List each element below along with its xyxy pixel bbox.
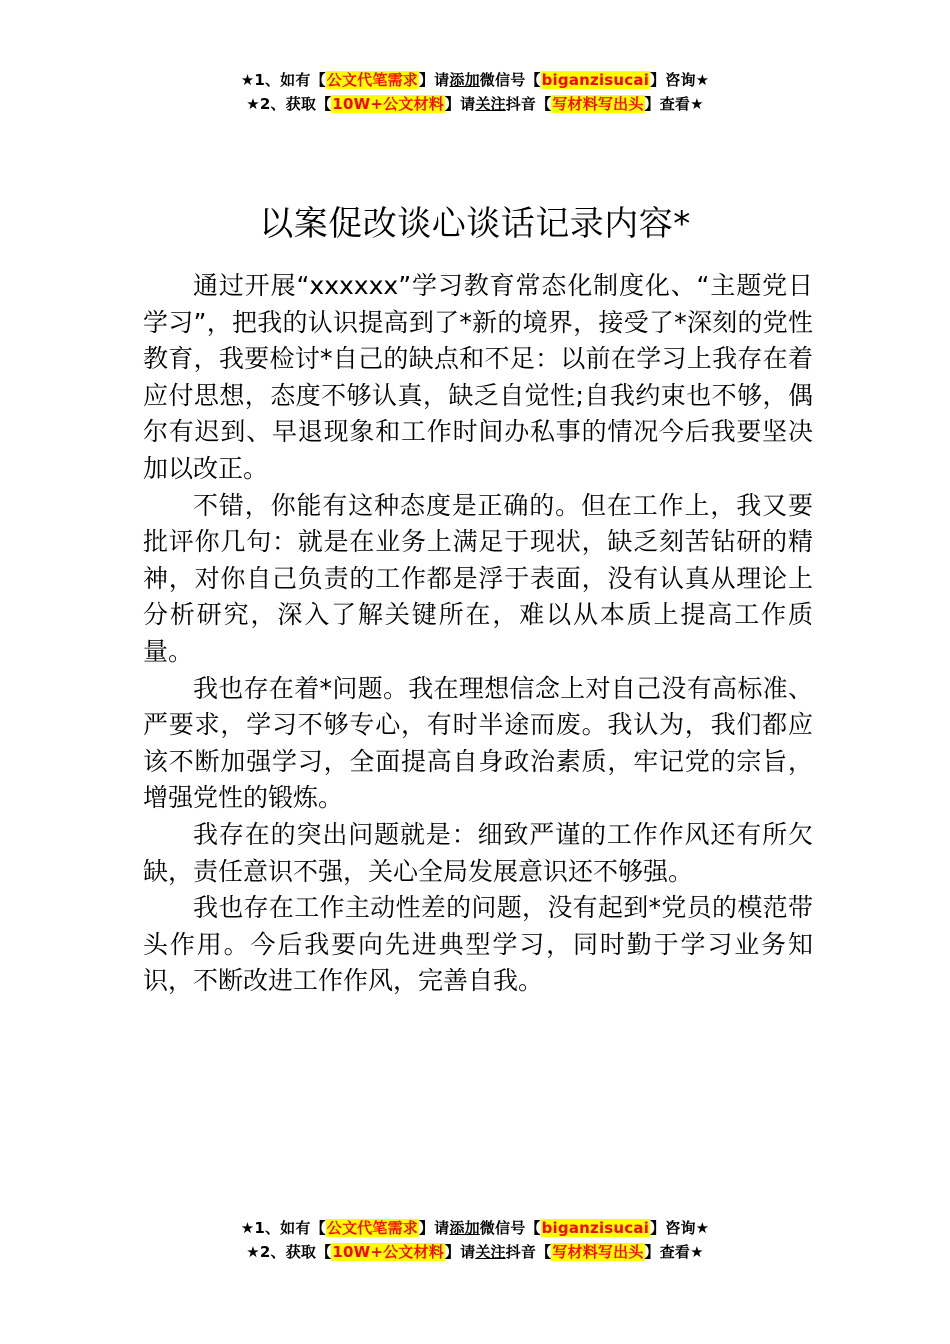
footer-banner: [0, 1216, 950, 1264]
highlight-wechat-id: biganzisucai: [541, 71, 650, 89]
banner-line-1: ★1、如有【公文代笔需求】请添加微信号【biganzisucai】咨询★: [240, 71, 710, 89]
header-banner: [0, 68, 950, 116]
banner-line-2: ★2、获取【10W+公文材料】请关注抖音【写材料写出头】查看★: [246, 95, 704, 113]
highlight-materials: 10W+公文材料: [332, 95, 444, 113]
banner-line-2: ★2、获取【10W+公文材料】请关注抖音【写材料写出头】查看★: [246, 1243, 704, 1261]
highlight-service: 公文代笔需求: [326, 71, 418, 89]
highlight-wechat-id: biganzisucai: [541, 1219, 650, 1237]
paragraph: 不错，你能有这种态度是正确的。但在工作上，我又要批评你几句：就是在业务上满足于现状，缺乏刻苦钻研的精神，对你自己负责的工作都是浮于表面，没有认真从理论上分析研究，深入了解关键所在，难以从本质上提高工作质量。: [143, 490, 813, 666]
paragraph: 我存在的突出问题就是：细致严谨的工作作风还有所欠缺，责任意识不强，关心全局发展意识还不够强。: [143, 819, 813, 886]
banner-line-1: ★1、如有【公文代笔需求】请添加微信号【biganzisucai】咨询★: [240, 1219, 710, 1237]
document-body: [143, 268, 813, 1000]
paragraph: 我也存在工作主动性差的问题，没有起到*党员的模范带头作用。今后我要向先进典型学习，同时勤于学习业务知识，不断改进工作作风，完善自我。: [143, 893, 813, 996]
highlight-douyin-id: 写材料写出头: [552, 1243, 644, 1261]
highlight-service: 公文代笔需求: [326, 1219, 418, 1237]
highlight-douyin-id: 写材料写出头: [552, 95, 644, 113]
paragraph: 通过开展“xxxxxx”学习教育常态化制度化、“主题党日学习”，把我的认识提高到了*新的境界，接受了*深刻的党性教育，我要检讨*自己的缺点和不足：以前在学习上我存在着应付思想，态度不够认真，缺乏自觉性;自我约束也不够，偶尔有迟到、早退现象和工作时间办私事的情况今后我要坚决加以改正。: [143, 271, 813, 483]
highlight-materials: 10W+公文材料: [332, 1243, 444, 1261]
paragraph: 我也存在着*问题。我在理想信念上对自己没有高标准、严要求，学习不够专心，有时半途而废。我认为，我们都应该不断加强学习，全面提高自身政治素质，牢记党的宗旨，增强党性的锻炼。: [143, 673, 813, 813]
document-title: 以案促改谈心谈话记录内容*: [259, 203, 691, 244]
